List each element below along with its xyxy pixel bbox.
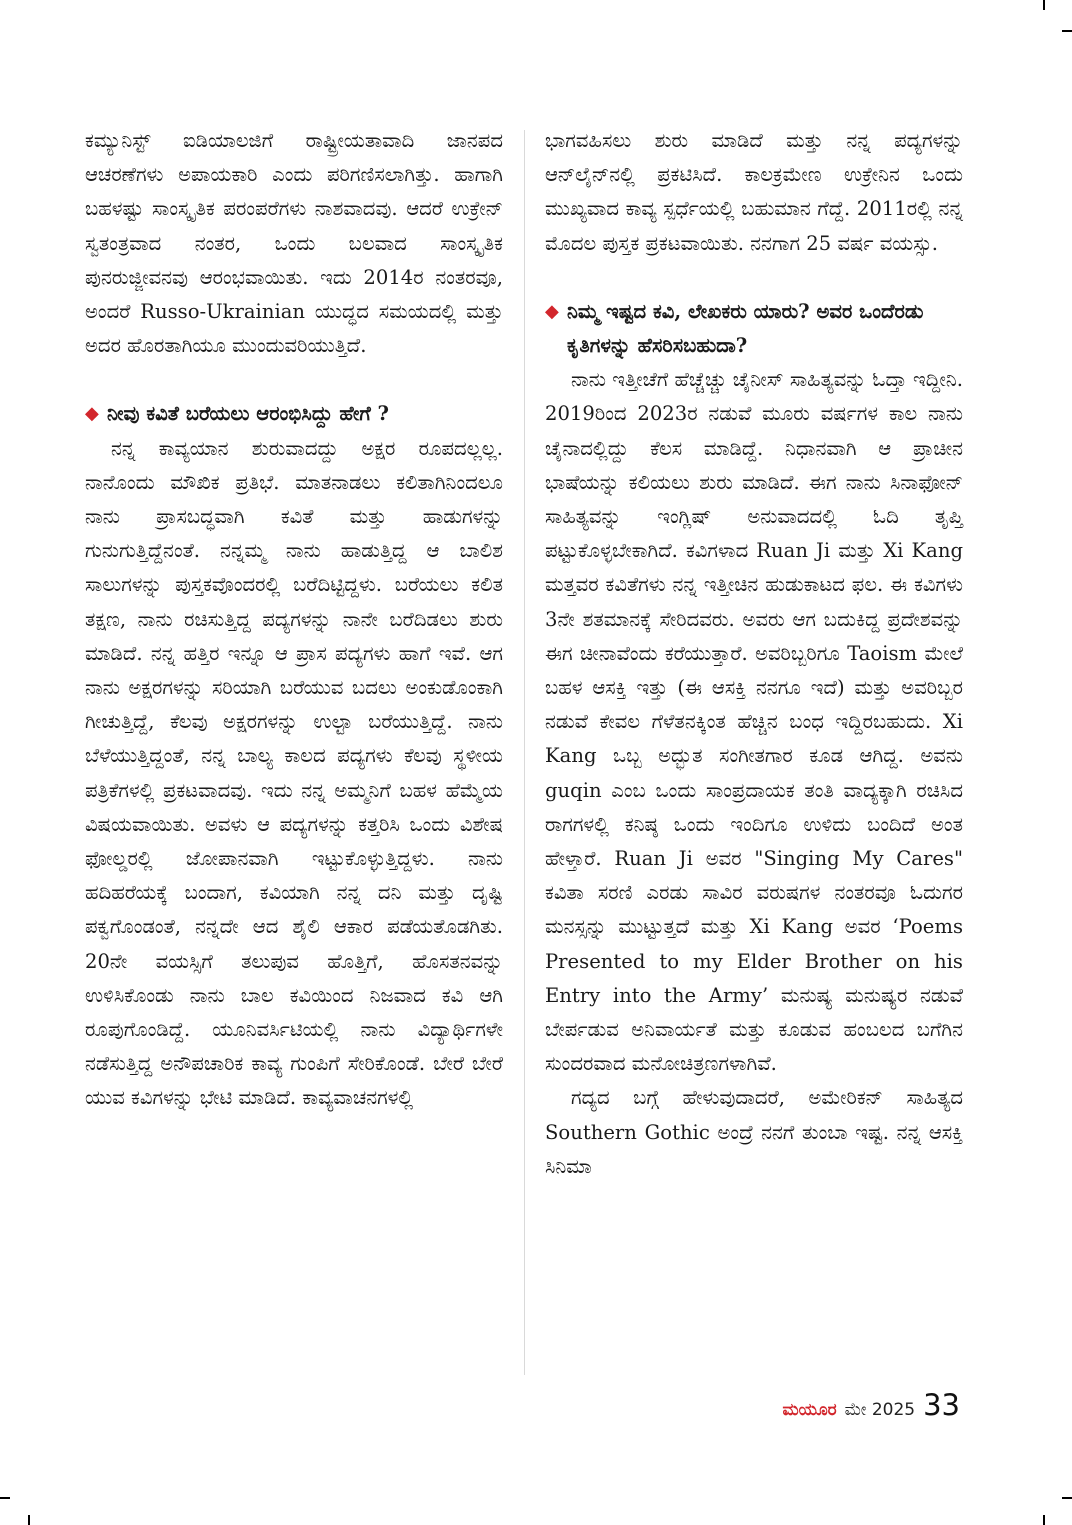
issue-date: ಮೇ 2025 xyxy=(844,1400,916,1420)
crop-mark-bottom-right xyxy=(1043,1515,1045,1525)
left-paragraph-1: ಕಮ್ಯುನಿಸ್ಟ್ ಐಡಿಯಾಲಜಿಗೆ ರಾಷ್ಟ್ರೀಯತಾವಾದಿ ಜಾನಪದ ಆಚರಣೆಗಳು ಅಪಾಯಕಾರಿ ಎಂದು ಪರಿಗಣಿಸಲಾಗಿತ್ತು. ಹಾಗಾಗಿ ಬಹಳಷ್ಟು ಸಾಂಸ್ಕೃತಿಕ ಪರಂಪರೆಗಳು ನಾಶವಾದವು. ಆದರೆ ಉಕ್ರೇನ್ ಸ್ವತಂತ್ರವಾದ ನಂತರ, ಒಂದು ಬಲವಾದ ಸಾಂಸ್ಕೃತಿಕ ಪುನರುಜ್ಜೀವನವು ಆರಂಭವಾಯಿತು. ಇದು 2014ರ ನಂತರವೂ, ಅಂದರೆ Russo-Ukrainian ಯುದ್ಧದ ಸಮಯದಲ್ಲಿ ಮತ್ತು ಅದರ ಹೊರತಾಗಿಯೂ ಮುಂದುವರಿಯುತ್ತಿದೆ. xyxy=(85,129,503,358)
column-divider xyxy=(524,130,525,1375)
page-number: 33 xyxy=(923,1388,960,1422)
diamond-bullet-icon: ◆ xyxy=(85,403,99,425)
crop-mark-right-bottom xyxy=(1062,1497,1072,1499)
right-paragraph-2: ನಾನು ಇತ್ತೀಚೆಗೆ ಹೆಚ್ಚೆಚ್ಚು ಚೈನೀಸ್ ಸಾಹಿತ್ಯವನ್ನು ಓದ್ತಾ ಇದ್ದೀನಿ. 2019ರಿಂದ 2023ರ ನಡುವೆ ಮೂರು ವರ್ಷಗಳ ಕಾಲ ನಾನು ಚೈನಾದಲ್ಲಿದ್ದು ಕೆಲಸ ಮಾಡಿದ್ದೆ. ನಿಧಾನವಾಗಿ ಆ ಪ್ರಾಚೀನ ಭಾಷೆಯನ್ನು ಕಲಿಯಲು ಶುರು ಮಾಡಿದೆ. ಈಗ ನಾನು ಸಿನಾಫೋನ್ ಸಾಹಿತ್ಯವನ್ನು ಇಂಗ್ಲಿಷ್ ಅನುವಾದದಲ್ಲಿ ಓದಿ ತೃಪ್ತಿ ಪಟ್ಟುಕೊಳ್ಳಬೇಕಾಗಿದೆ. ಕವಿಗಳಾದ Ruan Ji ಮತ್ತು Xi Kang ಮತ್ತವರ ಕವಿತೆಗಳು ನನ್ನ ಇತ್ತೀಚಿನ ಹುಡುಕಾಟದ ಫಲ. ಈ ಕವಿಗಳು 3ನೇ ಶತಮಾನಕ್ಕೆ ಸೇರಿದವರು. ಅವರು ಆಗ ಬದುಕಿದ್ದ ಪ್ರದೇಶವನ್ನು ಈಗ ಚೀನಾವೆಂದು ಕರೆಯುತ್ತಾರೆ. ಅವರಿಬ್ಬರಿಗೂ Taoism ಮೇಲೆ ಬಹಳ ಆಸಕ್ತಿ ಇತ್ತು (ಈ ಆಸಕ್ತಿ ನನಗೂ ಇದೆ) ಮತ್ತು ಅವರಿಬ್ಬರ ನಡುವೆ ಕೇವಲ ಗೆಳೆತನಕ್ಕಿಂತ ಹೆಚ್ಚಿನ ಬಂಧ ಇದ್ದಿರಬಹುದು. Xi Kang ಒಬ್ಬ ಅದ್ಭುತ ಸಂಗೀತಗಾರ ಕೂಡ ಆಗಿದ್ದ. ಅವನು guqin ಎಂಬ ಒಂದು ಸಾಂಪ್ರದಾಯಕ ತಂತಿ ವಾದ್ಯಕ್ಕಾಗಿ ರಚಿಸಿದ ರಾಗಗಳಲ್ಲಿ ಕನಿಷ್ಠ ಒಂದು ಇಂದಿಗೂ ಉಳಿದು ಬಂದಿದೆ ಅಂತ ಹೇಳ್ತಾರೆ. Ruan Ji ಅವರ "Singing My Cares" ಕವಿತಾ ಸರಣಿ ಎರಡು ಸಾವಿರ ವರುಷಗಳ ನಂತರವೂ ಓದುಗರ ಮನಸ್ಸನ್ನು ಮುಟ್ಟುತ್ತದೆ ಮತ್ತು Xi Kang ಅವರ ‘Poems Presented to my Elder Brother on his Entry into the Army’ ಮನುಷ್ಯ ಮನುಷ್ಯರ ನಡುವೆ ಬೇರ್ಪಡುವ ಅನಿವಾರ್ಯತೆ ಮತ್ತು ಕೂಡುವ ಹಂಬಲದ ಬಗೆಗಿನ ಸುಂದರವಾದ ಮನೋಚಿತ್ರಣಗಳಾಗಿವೆ. xyxy=(545,368,963,1076)
page-footer xyxy=(782,1388,960,1422)
right-paragraph-1: ಭಾಗವಹಿಸಲು ಶುರು ಮಾಡಿದೆ ಮತ್ತು ನನ್ನ ಪದ್ಯಗಳನ್ನು ಆನ್‌ಲೈನ್‌ನಲ್ಲಿ ಪ್ರಕಟಿಸಿದೆ. ಕಾಲಕ್ರಮೇಣ ಉಕ್ರೇನಿನ ಒಂದು ಮುಖ್ಯವಾದ ಕಾವ್ಯ ಸ್ಪರ್ಧೆಯಲ್ಲಿ ಬಹುಮಾನ ಗೆದ್ದೆ. 2011ರಲ್ಲಿ ನನ್ನ ಮೊದಲ ಪುಸ್ತಕ ಪ್ರಕಟವಾಯಿತು. ನನಗಾಗ 25 ವರ್ಷ ವಯಸ್ಸು. xyxy=(545,129,963,255)
question-heading-1 xyxy=(85,397,503,431)
question-text: ನಿಮ್ಮ ಇಷ್ಟದ ಕವಿ, ಲೇಖಕರು ಯಾರು? ಅವರ ಒಂದೆರಡು ಕೃತಿಗಳನ್ನು ಹೆಸರಿಸಬಹುದಾ? xyxy=(567,299,924,358)
crop-mark-left-bottom xyxy=(0,1497,10,1499)
question-heading-2 xyxy=(545,295,963,363)
right-paragraph-3: ಗದ್ಯದ ಬಗ್ಗೆ ಹೇಳುವುದಾದರೆ, ಅಮೇರಿಕನ್ ಸಾಹಿತ್ಯದ Southern Gothic ಅಂದ್ರೆ ನನಗೆ ತುಂಬಾ ಇಷ್ಟ. ನನ್ನ ಆಸಕ್ತಿ ಸಿನಿಮಾ xyxy=(545,1086,963,1178)
crop-mark-top xyxy=(1043,0,1045,10)
question-text: ನೀವು ಕವಿತೆ ಬರೆಯಲು ಆರಂಭಿಸಿದ್ದು ಹೇಗೆ ? xyxy=(107,402,390,426)
left-paragraph-2: ನನ್ನ ಕಾವ್ಯಯಾನ ಶುರುವಾದದ್ದು ಅಕ್ಷರ ರೂಪದಲ್ಲಲ್ಲ. ನಾನೊಂದು ಮೌಖಿಕ ಪ್ರತಿಭೆ. ಮಾತನಾಡಲು ಕಲಿತಾಗಿನಿಂದಲೂ ನಾನು ಪ್ರಾಸಬದ್ಧವಾಗಿ ಕವಿತೆ ಮತ್ತು ಹಾಡುಗಳನ್ನು ಗುನುಗುತ್ತಿದ್ದೆನಂತೆ. ನನ್ನಮ್ಮ ನಾನು ಹಾಡುತ್ತಿದ್ದ ಆ ಬಾಲಿಶ ಸಾಲುಗಳನ್ನು ಪುಸ್ತಕವೊಂದರಲ್ಲಿ ಬರೆದಿಟ್ಟಿದ್ದಳು. ಬರೆಯಲು ಕಲಿತ ತಕ್ಷಣ, ನಾನು ರಚಿಸುತ್ತಿದ್ದ ಪದ್ಯಗಳನ್ನು ನಾನೇ ಬರೆದಿಡಲು ಶುರು ಮಾಡಿದೆ. ನನ್ನ ಹತ್ತಿರ ಇನ್ನೂ ಆ ಪ್ರಾಸ ಪದ್ಯಗಳು ಹಾಗೆ ಇವೆ. ಆಗ ನಾನು ಅಕ್ಷರಗಳನ್ನು ಸರಿಯಾಗಿ ಬರೆಯುವ ಬದಲು ಅಂಕುಡೊಂಕಾಗಿ ಗೀಚುತ್ತಿದ್ದೆ, ಕೆಲವು ಅಕ್ಷರಗಳನ್ನು ಉಲ್ಟಾ ಬರೆಯುತ್ತಿದ್ದೆ. ನಾನು ಬೆಳೆಯುತ್ತಿದ್ದಂತೆ, ನನ್ನ ಬಾಲ್ಯ ಕಾಲದ ಪದ್ಯಗಳು ಕೆಲವು ಸ್ಥಳೀಯ ಪತ್ರಿಕೆಗಳಲ್ಲಿ ಪ್ರಕಟವಾದವು. ಇದು ನನ್ನ ಅಮ್ಮನಿಗೆ ಬಹಳ ಹೆಮ್ಮೆಯ ವಿಷಯವಾಯಿತು. ಅವಳು ಆ ಪದ್ಯಗಳನ್ನು ಕತ್ತರಿಸಿ ಒಂದು ವಿಶೇಷ ಫೋಲ್ಡರಲ್ಲಿ ಜೋಪಾನವಾಗಿ ಇಟ್ಟುಕೊಳ್ಳುತ್ತಿದ್ದಳು. ನಾನು ಹದಿಹರೆಯಕ್ಕೆ ಬಂದಾಗ, ಕವಿಯಾಗಿ ನನ್ನ ದನಿ ಮತ್ತು ದೃಷ್ಟಿ ಪಕ್ವಗೊಂಡಂತೆ, ನನ್ನದೇ ಆದ ಶೈಲಿ ಆಕಾರ ಪಡೆಯತೊಡಗಿತು. 20ನೇ ವಯಸ್ಸಿಗೆ ತಲುಪುವ ಹೊತ್ತಿಗೆ, ಹೊಸತನವನ್ನು ಉಳಿಸಿಕೊಂಡು ನಾನು ಬಾಲ ಕವಿಯಿಂದ ನಿಜವಾದ ಕವಿ ಆಗಿ ರೂಪುಗೊಂಡಿದ್ದೆ. ಯೂನಿವರ್ಸಿಟಿಯಲ್ಲಿ ನಾನು ವಿದ್ಯಾರ್ಥಿಗಳೇ ನಡೆಸುತ್ತಿದ್ದ ಅನೌಪಚಾರಿಕ ಕಾವ್ಯ ಗುಂಪಿಗೆ ಸೇರಿಕೊಂಡೆ. ಬೇರೆ ಬೇರೆ ಯುವ ಕವಿಗಳನ್ನು ಭೇಟಿ ಮಾಡಿದೆ. ಕಾವ್ಯವಾಚನಗಳಲ್ಲಿ xyxy=(85,436,503,1110)
right-column xyxy=(545,124,963,1184)
spacer xyxy=(545,261,963,295)
diamond-bullet-icon: ◆ xyxy=(545,300,559,322)
left-column xyxy=(85,124,503,1116)
magazine-brand: ಮಯೂರ xyxy=(782,1400,837,1420)
crop-mark-bottom xyxy=(28,1515,30,1525)
crop-mark-right-top xyxy=(1062,30,1072,32)
spacer xyxy=(85,363,503,397)
